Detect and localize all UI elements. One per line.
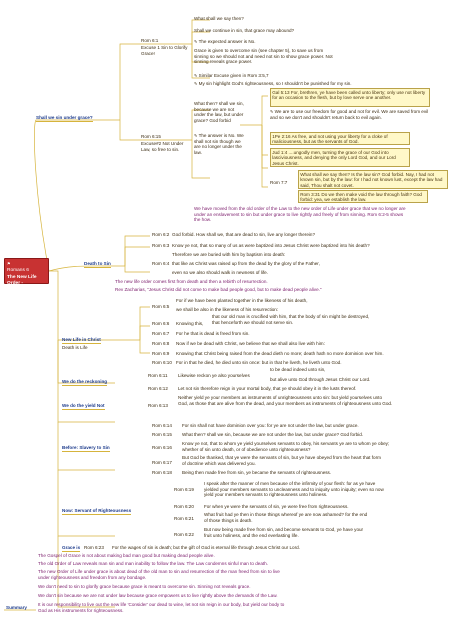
rom-6-15-label: Rom 6:15	[141, 134, 161, 139]
rom-6-12-label: Rom 6:12	[148, 386, 168, 391]
central-topic[interactable]	[4, 258, 49, 306]
note-icon: ✎	[270, 109, 274, 115]
rom-6-14-text: For sin shall not have dominion over you: for ye are not under the law, but under grace.	[182, 423, 359, 428]
rom-3-31-box: Rom 3:31 Do we then make void the law through faith? God forbid: yea, we establish the law.	[298, 190, 428, 203]
section-reckoning[interactable]: We do the reckoning	[62, 379, 108, 384]
1pe-2-16-box: 1Pe 2:16 As free, and not using your liberty for a cloke of maliciousness, but as the servants of God.	[270, 132, 410, 145]
rom-6-23-label: Rom 6:23	[84, 545, 104, 550]
highlight-note-text: My sin highlight God's righteousness, so I shouldn't be punished for my sin.	[198, 81, 352, 86]
answer-no	[194, 133, 244, 156]
summary-line-4: We don't need to sin to glorify grace because grace is meant to overcome sin. Sinning not reveals grace.	[38, 584, 251, 589]
death-is-life-label: Death is Life	[62, 345, 88, 350]
summary-line-5: We don't sin because we are not under law because grace empowers us to live rightly above the demands of the Law.	[38, 593, 278, 598]
expected-answer	[194, 39, 256, 45]
what-then-question: What then? shall we sin, because we are not under the law, but under grace? God forbid	[194, 101, 244, 124]
summary-line-1: The Gospel of Grace is not about making bad man good but making dead people alive.	[38, 553, 215, 558]
excuse-1: Excuse 1 Sin to Glorify Grace!	[141, 45, 188, 56]
called-note-text: We are to use our freedom for good and not for evil. We are saved from evil and so we don't and shouldn't return back to evil again.	[270, 109, 429, 120]
rom-6-7-label: Rom 6:7	[152, 331, 170, 336]
central-title: Romans 6	[7, 268, 29, 274]
central-line4: Lim Lali (c) 15-8-17	[7, 294, 43, 306]
zacharias-quote: Rev Zacharias, "Jesus Christ did not come to make bad people good, but to make dead people alive."	[115, 287, 322, 292]
rom-6-3-text: Know ye not, that so many of us as were baptized into Jesus Christ were baptized into his death?	[172, 243, 370, 248]
rom-6-2-label: Rom 6:2	[152, 232, 170, 237]
rom-6-11-text-a: Likewise reckon ye also yourselves	[178, 373, 250, 378]
similar-excuse	[194, 73, 269, 79]
new-rule-note: The new life order comes first from death and then a rebirth of resurrection.	[115, 279, 268, 284]
rom-7-7-label: Rom 7:7	[270, 180, 288, 185]
note-icon: ✎	[194, 133, 198, 139]
rom-6-19-label: Rom 6:19	[174, 487, 194, 492]
rom-6-5-text-a: For if we have been planted together in the likeness of his death,	[176, 298, 308, 303]
grace-given-note: Grace is given to overcome sin (see chapter 5), to save us from sinning so we should not and need not sin to show grace power. Not sinning reveals grace power.	[194, 48, 333, 65]
excuse-2: Excuse#2 Not Under Law, so free to sin.	[141, 141, 184, 152]
rom-6-16-text: Know ye not, that to whom ye yield yourselves servants to obey, his servants ye are to whom ye obey; whether of sin unto death, or of obedience unto righteousness?	[182, 441, 390, 452]
called-note	[270, 109, 430, 120]
section-now-servant[interactable]: Now: Servant of Righteousness	[62, 508, 132, 513]
rom-6-20-text: For when ye were the servants of sin, ye were free from righteousness.	[204, 504, 349, 509]
rom-6-8-text: Now if we be dead with Christ, we believe that we shall also live with him:	[176, 341, 325, 346]
q-continue-in-sin: Shall we continue in sin, that grace may abound?	[194, 28, 295, 33]
rom-6-15b-text: What then? shall we sin, because we are not under the law, but under grace? God forbid.	[182, 432, 364, 437]
summary-line-3: The new Order of Life under grace is about dead of the old man to sin and resurrection of the man freed from sin to live under righteousness and freedom from any bondage.	[38, 569, 280, 580]
rom-6-18-label: Rom 6:18	[152, 470, 172, 475]
section-new-life[interactable]: New Life in Christ	[62, 337, 101, 342]
rom-6-4-text-b: that like as Christ was raised up from the dead by the glory of the Father,	[172, 261, 320, 266]
rom-6-12-text: Let not sin therefore reign in your mortal body, that ye should obey it in the lusts thereof.	[178, 386, 357, 391]
expected-answer-text: The expected answer is No.	[198, 39, 256, 44]
rom-6-4-label: Rom 6:4	[152, 261, 170, 266]
rom-6-22-text: But now being made free from sin, and become servants to God, ye have your fruit unto holiness, and the end everlasting life.	[204, 527, 364, 538]
rom-6-14-label: Rom 6:14	[152, 423, 172, 428]
rom-6-10-text: For in that he died, he died unto sin once: but in that he liveth, he liveth unto God.	[176, 360, 342, 365]
rom-6-6-label: Rom 6:6	[152, 321, 170, 326]
note-icon: ✎	[194, 39, 198, 45]
rom-6-5-text-b: we shall be also in the likeness of his resurrection:	[176, 307, 279, 312]
rom-6-20-label: Rom 6:20	[174, 504, 194, 509]
rom-6-17-text: But God be thanked, that ye were the servants of sin, but ye have obeyed from the heart that form of doctrine which was delivered you.	[182, 455, 381, 466]
moved-note: We have moved from the old order of the Law to the new order of Life under grace that we no longer are under an enslavement to sin but under grace to live rightly and freely of from sinning. Rom 6:2-5 shows the how.	[194, 206, 406, 223]
rom-6-23-text: For the wages of sin is death; but the gift of God is eternal life through Jesus Christ our Lord.	[112, 545, 300, 550]
rom-6-5-label: Rom 6:5	[152, 304, 170, 309]
rom-6-13-label: Rom 6:13	[148, 403, 168, 408]
similar-excuse-text: Similar Excuse given in Rom 3:5,7	[198, 73, 269, 78]
pin-icon: ⚑	[7, 261, 11, 266]
rom-6-1-label: Rom 6:1	[141, 38, 159, 43]
central-subtitle: The New Life Order -	[7, 274, 37, 287]
gal-5-13-box: Gal 5:13 For, brethren, ye have been called unto liberty; only use not liberty for an occasion to the flesh, but by love serve one another.	[270, 88, 430, 107]
rom-6-10-label: Rom 6:10	[152, 360, 172, 365]
answer-no-text: The answer is No. We shall not sin though we are no longer under the law.	[194, 133, 244, 156]
rom-6-6-knowing: Knowing this,	[176, 321, 204, 326]
rom-6-4-text-c: even so we also should walk in newness of life.	[172, 270, 269, 275]
rom-6-8-label: Rom 6:8	[152, 341, 170, 346]
rom-6-22-label: Rom 6:22	[174, 532, 194, 537]
summary-line-2: The old Order of Law reveals man sin and man inability to follow the law. The Law condemns sinful man to death.	[38, 561, 268, 566]
rom-7-7-box: What shall we say then? Is the law sin? God forbid. Nay, I had not known sin, but by the law: for I had not known lust, except the law had said, Thou shalt not covet.	[298, 170, 448, 189]
jude-1-4-box: Jud 1:4 ....ungodly men, turning the grace of our God into lasciviousness, and denying the only Lord God, and our Lord Jesus Christ.	[270, 148, 410, 167]
section-shall-we-sin[interactable]: Shall we sin under grace?	[36, 115, 93, 120]
rom-6-21-text: What fruit had ye then in those things whereof ye are now ashamed? for the end of those things is death.	[204, 512, 368, 523]
rom-6-7-text: For he that is dead is freed from sin.	[176, 331, 250, 336]
rom-6-18-text: Being then made free from sin, ye became the servants of righteousness.	[182, 470, 332, 475]
section-grace-is[interactable]: Grace is	[62, 545, 81, 550]
rom-6-16-label: Rom 6:16	[152, 445, 172, 450]
section-death-to-sin[interactable]: Death to Sin	[84, 261, 111, 266]
central-line3: Freeman vs Sin	[7, 287, 41, 293]
rom-6-15b-label: Rom 6:15	[152, 432, 172, 437]
rom-6-9-text: Knowing that Christ being raised from the dead dieth no more; death hath no more dominion over him.	[176, 351, 384, 356]
section-before-slavery[interactable]: Before: Slavery to Sin	[62, 445, 110, 450]
rom-6-21-label: Rom 6:21	[174, 516, 194, 521]
rom-6-11-text-b: to be dead indeed unto sin,	[270, 367, 326, 372]
rom-6-2-text: God forbid. How shall we, that are dead to sin, live any longer therein?	[172, 232, 315, 237]
section-summary[interactable]: Summary	[6, 605, 27, 610]
rom-6-3-label: Rom 6:3	[152, 243, 170, 248]
note-icon: ✎	[194, 81, 198, 87]
rom-6-17-label: Rom 6:17	[152, 460, 172, 465]
rom-6-6-text: that our old man is crucified with him, that the body of sin might be destroyed, that henceforth we should not serve sin.	[212, 314, 370, 325]
section-yield-not[interactable]: We do the yield Not	[62, 403, 105, 408]
summary-line-6: It is our responsibility to live out the new life 'Consider' our dead to wine, let not sin reign in our body, but yield our body to God as His instruments for righteousness.	[38, 602, 285, 613]
highlight-note	[194, 81, 352, 87]
rom-6-9-label: Rom 6:9	[152, 351, 170, 356]
note-icon: ✎	[194, 73, 198, 79]
q-what-shall-we-say: What shall we say then?	[194, 16, 244, 21]
rom-6-4-text-a: Therefore we are buried with him by baptism into death:	[172, 252, 286, 257]
rom-6-13-text: Neither yield ye your members as instruments of unrighteousness unto sin: but yield yourselves unto God, as those that are alive from the dead, and your members as instruments of righteousness unto God.	[178, 395, 393, 406]
rom-6-19-text: I speak after the manner of men because of the infirmity of your flesh: for as ye have yielded your members servants to uncleanness and to iniquity unto iniquity; even so now yield your members servants to righteousness unto holiness.	[204, 481, 384, 498]
rom-6-11-label: Rom 6:11	[148, 373, 168, 378]
rom-6-11-text-c: but alive unto God through Jesus Christ our Lord.	[270, 377, 371, 382]
